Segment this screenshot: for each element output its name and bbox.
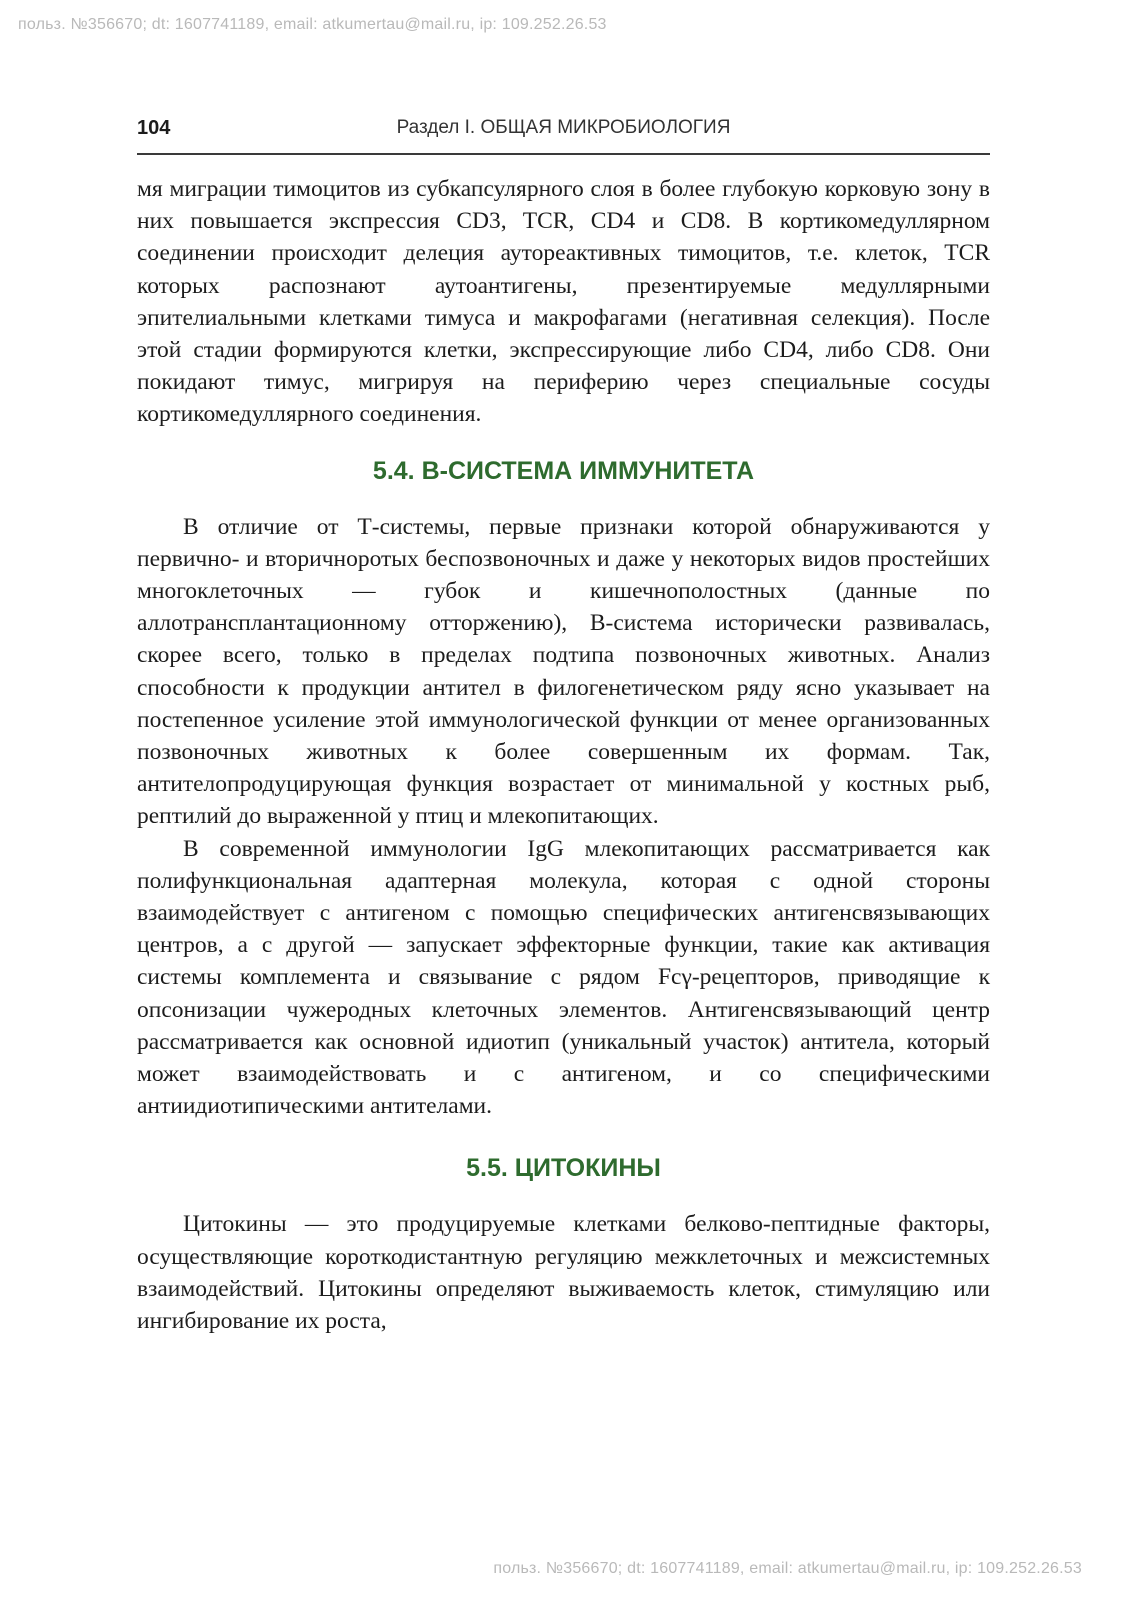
paragraph: Цитокины — это продуцируемые клетками белково-пептидные факторы, осуществляющие короткодистантную регуляцию межклеточных и межсистемных взаимодействий. Цитокины определяют выживаемость клеток, стимуляцию или ингибирование их роста, — [137, 1211, 990, 1335]
watermark-top: польз. №356670; dt: 1607741189, email: atkumertau@mail.ru, ip: 109.252.26.53 — [18, 16, 607, 33]
paragraph: мя миграции тимоцитов из субкапсулярного слоя в более глубокую корковую зону в них повышается экспрессия CD3, TCR, CD4 и CD8. В кортикомедуллярном соединении происходит делеция аутореактивных тимоцитов, т.е. клеток, TCR которых распознают аутоантигены, презентируемые медуллярными эпителиальными клетками тимуса и макрофагами (негативная селекция). После этой стадии формируются клетки, экспрессирующие либо CD4, либо CD8. Они покидают тимус, мигрируя на периферию через специальные сосуды кортикомедуллярного соединения. — [137, 176, 990, 428]
watermark-bottom: польз. №356670; dt: 1607741189, email: atkumertau@mail.ru, ip: 109.252.26.53 — [493, 1560, 1082, 1577]
paragraph: В отличие от Т-системы, первые признаки которой обнаруживаются у первично- и вторичноротых беспозвоночных и даже у некоторых видов простейших многоклеточных — губок и кишечнополостных (данные по аллотрансплантационному отторжению), В-система исторически развивалась, скорее всего, только в пределах подтипа позвоночных животных. Анализ способности к продукции антител в филогенетическом ряду ясно указывает на постепенное усиление этой иммунологической функции от менее организованных позвоночных животных к более совершенным их формам. Так, антителопродуцирующая функция возрастает от минимальной у костных рыб, рептилий до выраженной у птиц и млекопитающих. — [137, 513, 990, 830]
running-title: Раздел I. ОБЩАЯ МИКРОБИОЛОГИЯ — [396, 117, 731, 138]
page-number: 104 — [137, 117, 171, 139]
section-heading: 5.5. ЦИТОКИНЫ — [466, 1154, 661, 1183]
page-header — [137, 117, 990, 155]
page-content — [137, 173, 990, 1337]
paragraph: В современной иммунологии IgG млекопитающих рассматривается как полифункциональная адаптерная молекула, которая с одной стороны взаимодействует с антигеном с помощью специфических антигенсвязывающих центров, а с другой — запускает эффекторные функции, такие как активация системы комплемента и связывание с рядом Fcγ-рецепторов, приводящие к опсонизации чужеродных клеточных элементов. Антигенсвязывающий центр рассматривается как основной идиотип (уникальный участок) антитела, который может взаимодействовать и с антигеном, и со специфическими антиидиотипическими антителами. — [137, 835, 990, 1120]
section-heading: 5.4. В-СИСТЕМА ИММУНИТЕТА — [372, 456, 755, 485]
